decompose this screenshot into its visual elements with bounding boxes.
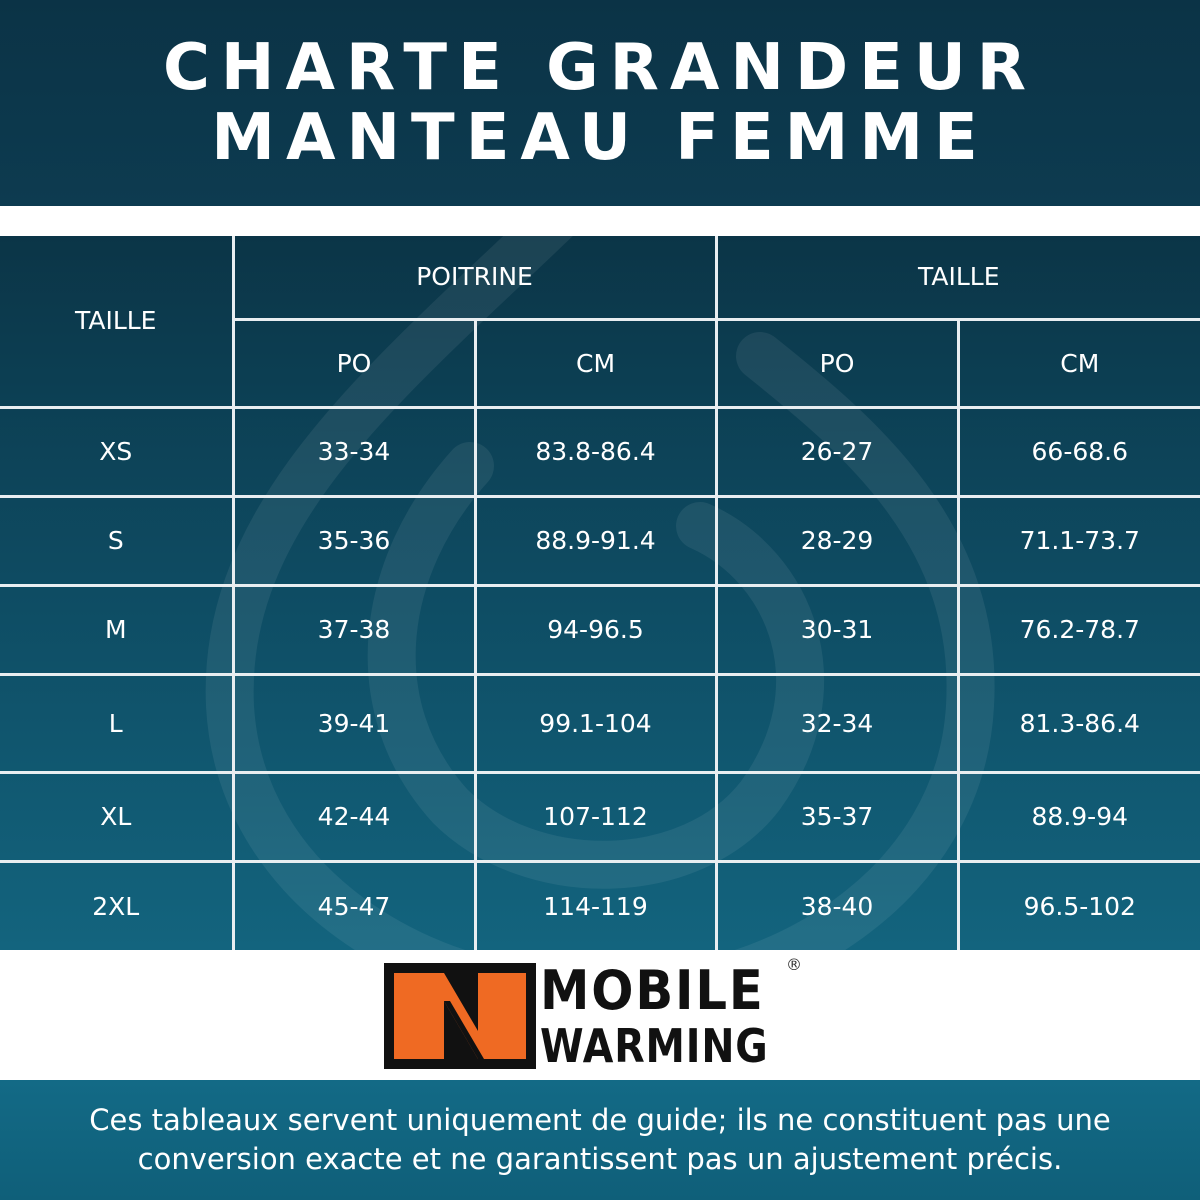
- waist-po-cell: 32-34: [716, 674, 958, 772]
- size-cell: S: [0, 496, 233, 585]
- waist-cm-cell: 88.9-94: [958, 772, 1200, 861]
- table-row: [0, 861, 1200, 950]
- page-header: [0, 0, 1200, 206]
- chest-po-cell: 45-47: [233, 861, 475, 950]
- waist-po-cell: 38-40: [716, 861, 958, 950]
- disclaimer-banner: [0, 1080, 1200, 1200]
- size-chart-table: [0, 236, 1200, 950]
- waist-cm-cell: 76.2-78.7: [958, 585, 1200, 674]
- chest-group-header: POITRINE: [233, 236, 716, 319]
- size-column-header: TAILLE: [0, 236, 233, 407]
- chest-cm-cell: 83.8-86.4: [475, 407, 716, 496]
- chest-cm-cell: 88.9-91.4: [475, 496, 716, 585]
- chest-cm-cell: 107-112: [475, 772, 716, 861]
- size-cell: XS: [0, 407, 233, 496]
- waist-cm-cell: 96.5-102: [958, 861, 1200, 950]
- size-cell: M: [0, 585, 233, 674]
- waist-group-header: TAILLE: [716, 236, 1200, 319]
- table-row: [0, 772, 1200, 861]
- waist-cm-header: CM: [958, 319, 1200, 407]
- disclaimer-line-1: Ces tableaux servent uniquement de guide; ils ne constituent pas une: [89, 1103, 1111, 1137]
- brand-word-mobile: MOBILE: [540, 959, 765, 1022]
- table-row: [0, 407, 1200, 496]
- chest-po-header: PO: [233, 319, 475, 407]
- waist-po-cell: 30-31: [716, 585, 958, 674]
- waist-po-header: PO: [716, 319, 958, 407]
- table-row: [0, 674, 1200, 772]
- disclaimer-line-2: conversion exacte et ne garantissent pas un ajustement précis.: [137, 1142, 1063, 1176]
- waist-po-cell: 35-37: [716, 772, 958, 861]
- page-title-line-1: CHARTE GRANDEUR: [162, 31, 1038, 105]
- waist-cm-cell: 81.3-86.4: [958, 674, 1200, 772]
- size-cell: L: [0, 674, 233, 772]
- mobile-warming-logo-icon: [380, 955, 540, 1075]
- chest-po-cell: 37-38: [233, 585, 475, 674]
- chest-cm-cell: 114-119: [475, 861, 716, 950]
- size-chart-panel: [0, 236, 1200, 950]
- size-cell: 2XL: [0, 861, 233, 950]
- brand-logo: [380, 955, 820, 1075]
- brand-logo-area: [0, 950, 1200, 1080]
- chest-cm-cell: 99.1-104: [475, 674, 716, 772]
- chest-cm-cell: 94-96.5: [475, 585, 716, 674]
- table-row: [0, 585, 1200, 674]
- chest-po-cell: 42-44: [233, 772, 475, 861]
- chest-po-cell: 39-41: [233, 674, 475, 772]
- brand-word-warming: WARMING: [540, 1019, 769, 1073]
- waist-po-cell: 28-29: [716, 496, 958, 585]
- size-cell: XL: [0, 772, 233, 861]
- waist-cm-cell: 66-68.6: [958, 407, 1200, 496]
- page-title-line-2: MANTEAU FEMME: [211, 101, 989, 175]
- registered-mark: ®: [786, 955, 802, 974]
- chest-po-cell: 35-36: [233, 496, 475, 585]
- waist-po-cell: 26-27: [716, 407, 958, 496]
- chest-cm-header: CM: [475, 319, 716, 407]
- chest-po-cell: 33-34: [233, 407, 475, 496]
- waist-cm-cell: 71.1-73.7: [958, 496, 1200, 585]
- table-row: [0, 496, 1200, 585]
